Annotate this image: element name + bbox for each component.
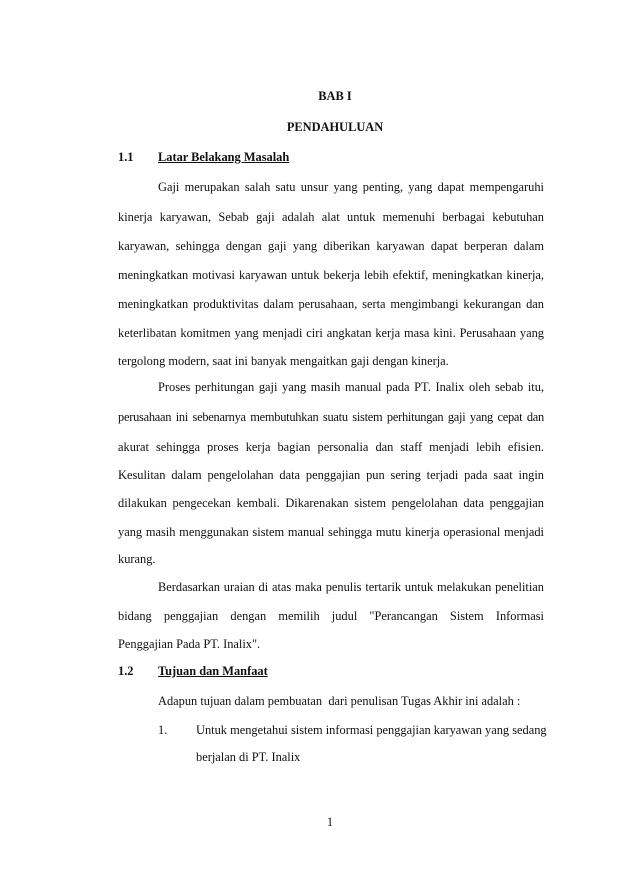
- section-1-title: Latar Belakang Masalah: [158, 150, 290, 164]
- page-number: 1: [326, 815, 334, 829]
- paragraph-line: Kesulitan dalam pengelolahan data penggajian pun sering terjadi pada saat ingin: [118, 468, 544, 482]
- paragraph-line: Proses perhitungan gaji yang masih manual pada PT. Inalix oleh sebab itu,: [158, 380, 544, 394]
- list-item-line: Untuk mengetahui sistem informasi penggajian karyawan yang sedang: [196, 723, 547, 737]
- section-2-number: 1.2: [118, 664, 134, 678]
- paragraph-line: bidang penggajian dengan memilih judul "Perancangan Sistem Informasi: [118, 609, 544, 623]
- paragraph-line: tergolong modern, saat ini banyak mengaitkan gaji dengan kinerja.: [118, 354, 449, 368]
- section-1-number: 1.1: [118, 150, 134, 164]
- section-2-title: Tujuan dan Manfaat: [158, 664, 268, 678]
- paragraph-line: meningkatkan produktivitas dalam perusahaan, serta mengimbangi kekurangan dan: [118, 297, 544, 311]
- paragraph-line: Penggajian Pada PT. Inalix".: [118, 637, 261, 651]
- paragraph-line: meningkatkan motivasi karyawan untuk bekerja lebih efektif, meningkatkan kinerja,: [118, 268, 544, 282]
- list-item-number: 1.: [158, 723, 168, 737]
- paragraph-line: akurat sehingga proses kerja bagian personalia dan staff menjadi lebih efisien.: [118, 440, 544, 454]
- chapter-label: BAB I: [318, 89, 352, 103]
- list-item-line: berjalan di PT. Inalix: [196, 750, 301, 764]
- paragraph-line: dilakukan pengecekan kembali. Dikarenakan sistem pengelolahan data penggajian: [118, 496, 544, 510]
- paragraph-line: yang masih menggunakan sistem manual sehingga mutu kinerja operasional menjadi: [118, 525, 544, 539]
- paragraph-line: keterlibatan komitmen yang menjadi ciri angkatan kerja masa kini. Perusahaan yang: [118, 326, 544, 340]
- paragraph-line: Gaji merupakan salah satu unsur yang penting, yang dapat mempengaruhi: [158, 180, 544, 194]
- paragraph-line: kurang.: [118, 552, 156, 566]
- paragraph-line: Adapun tujuan dalam pembuatan dari penulisan Tugas Akhir ini adalah :: [158, 694, 521, 708]
- paragraph-line: karyawan, sehingga dengan gaji yang diberikan karyawan dapat berperan dalam: [118, 239, 544, 253]
- paragraph-line: kinerja karyawan, Sebab gaji adalah alat untuk memenuhi berbagai kebutuhan: [118, 210, 544, 224]
- paragraph-line: Berdasarkan uraian di atas maka penulis tertarik untuk melakukan penelitian: [158, 580, 544, 594]
- paragraph-line: perusahaan ini sebenarnya membutuhkan suatu sistem perhitungan gaji yang cepat dan: [118, 410, 544, 424]
- chapter-title: PENDAHULUAN: [286, 120, 384, 134]
